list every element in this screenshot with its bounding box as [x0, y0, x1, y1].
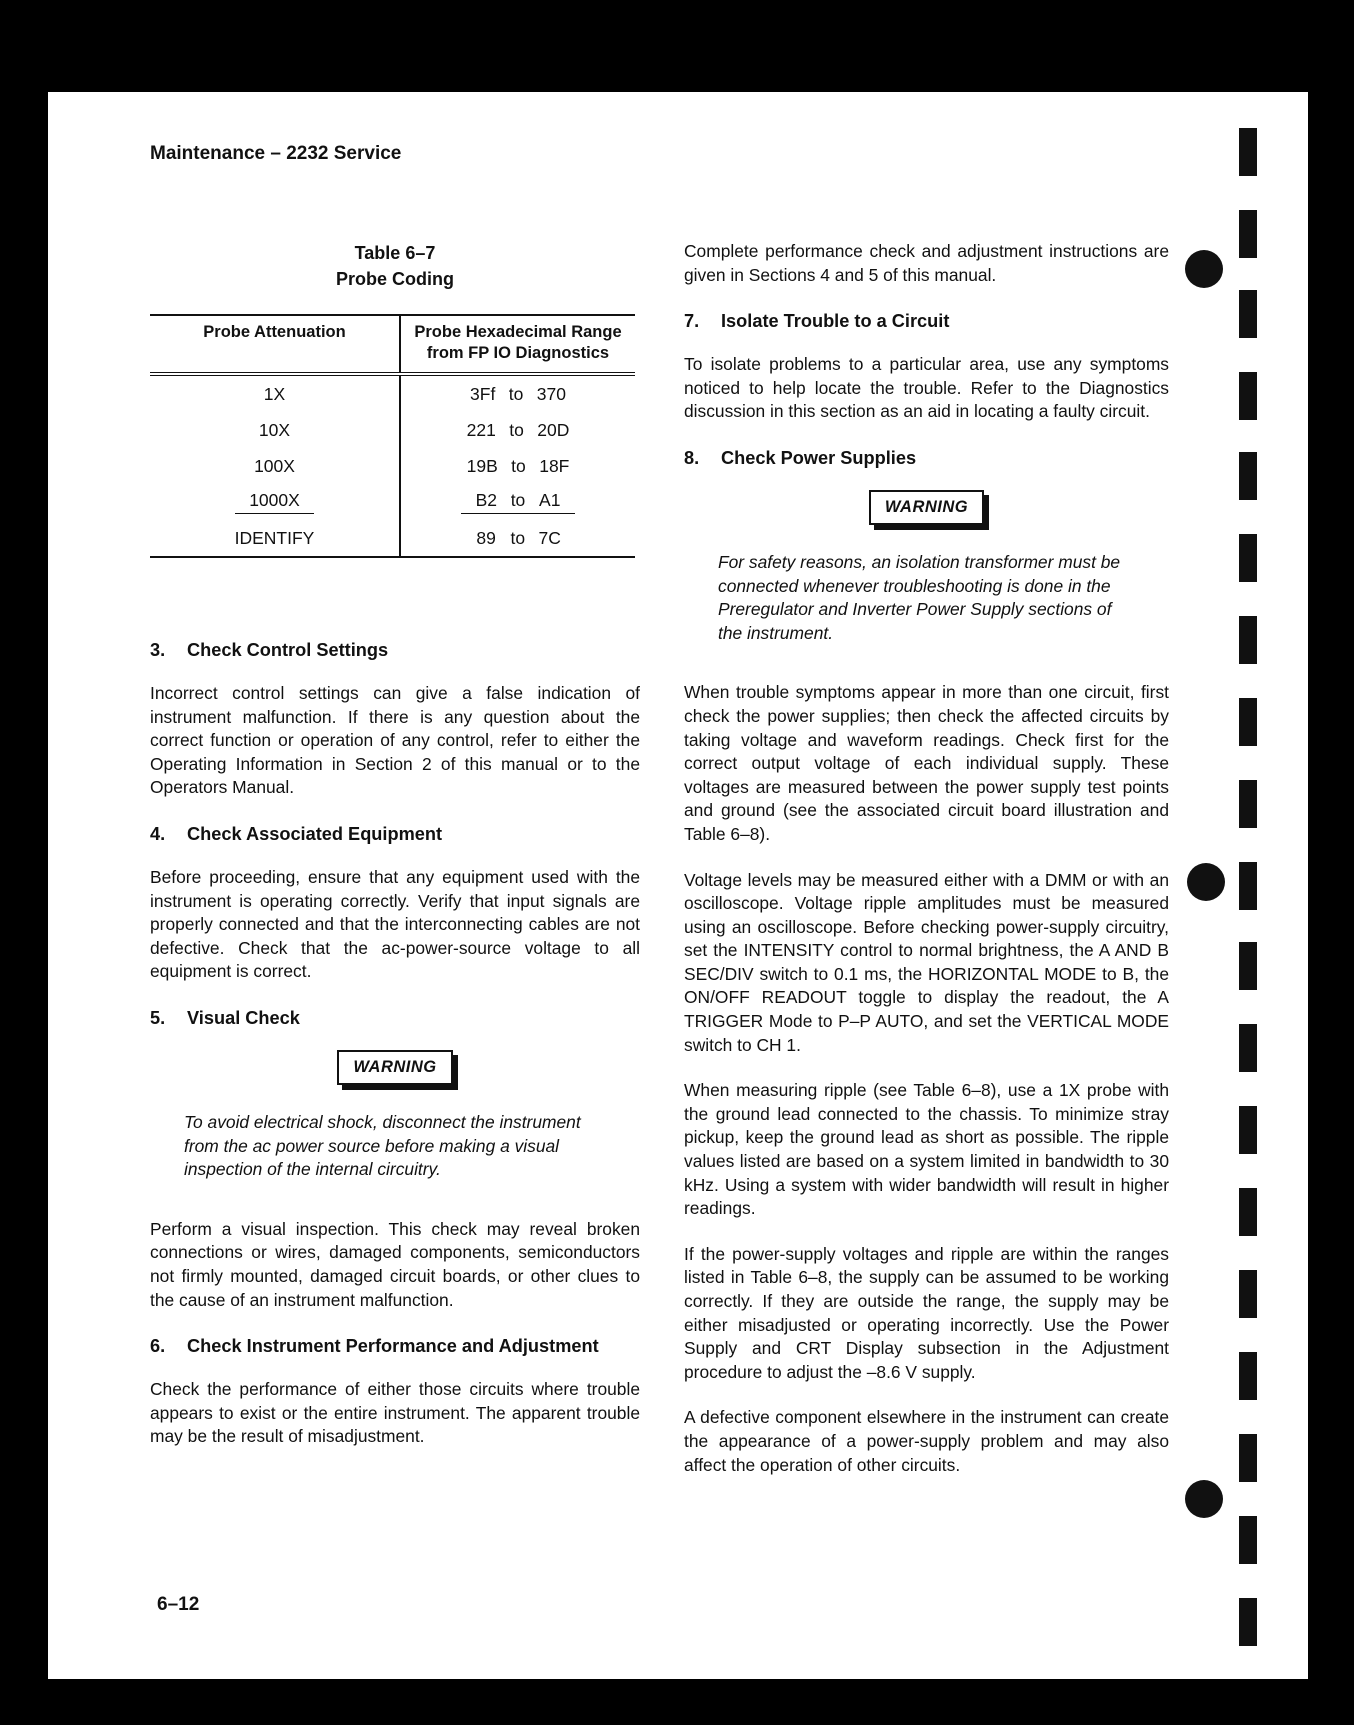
binding-mark [1239, 372, 1257, 420]
table-caption [150, 240, 640, 292]
right-column [684, 240, 1169, 1499]
power-supply-paragraph-3: When measuring ripple (see Table 6–8), use a 1X probe with the ground lead connected to the chassis. To minimize stray pickup, keep the ground lead as short as possible. The ripple values listed are based on a system limited in bandwidth to 30 kHz. Using a system with wider bandwidth will result in higher readings. [684, 1080, 1169, 1219]
binding-mark [1239, 1188, 1257, 1236]
table-number: Table 6–7 [354, 243, 436, 263]
hex-to-word: to [508, 383, 524, 404]
section-title: Check Power Supplies [721, 447, 917, 468]
section-number: 8. [684, 447, 700, 468]
table-row [150, 484, 635, 520]
binding-mark [1239, 1434, 1257, 1482]
intro-paragraph: Complete performance check and adjustment instructions are given in Sections 4 and 5 of this manual. [684, 241, 1169, 285]
column-header-hex-range: Probe Hexadecimal Range from FP IO Diagnostics [400, 315, 635, 374]
attenuation-cell [150, 484, 400, 520]
section-number: 3. [150, 640, 166, 660]
table-row [150, 412, 635, 448]
binding-mark [1239, 1598, 1257, 1646]
binding-mark [1239, 1024, 1257, 1072]
section-3-text: Incorrect control settings can give a false indication of instrument malfunction. If there is any question about the correct function or operation of any control, refer to either the Operating Information in Section 2 of this manual or to the Operators Manual. [150, 683, 640, 798]
hex-to-word: to [510, 490, 526, 510]
section-title: Check Control Settings [187, 640, 389, 660]
attenuation-cell: IDENTIFY [150, 520, 400, 557]
binding-mark [1239, 1270, 1257, 1318]
column-header-attenuation: Probe Attenuation [150, 315, 400, 374]
table-row [150, 520, 635, 557]
section-8-heading [684, 446, 1169, 470]
hex-range-cell [400, 520, 635, 557]
hex-range-cell [400, 484, 635, 520]
section-7-text: To isolate problems to a particular area, use any symptoms noticed to help locate the trouble. Refer to the Diagnostics discussion in this section as an aid in locating a faulty circuit. [684, 354, 1169, 422]
section-5-heading [150, 1006, 640, 1030]
table-title: Probe Coding [336, 269, 454, 289]
hex-to-word: to [509, 419, 524, 440]
warning-label: WARNING [869, 490, 984, 525]
hex-to-word: to [511, 455, 526, 476]
page-number: 6–12 [157, 1594, 200, 1615]
warning-box-wrap [684, 490, 1169, 525]
binding-mark [1239, 616, 1257, 664]
section-6-text: Check the performance of either those circuits where trouble appears to exist or the entire instrument. The apparent trouble may be the result of misadjustment. [150, 1379, 640, 1447]
section-6-heading [150, 1334, 640, 1358]
section-5-warning-text: To avoid electrical shock, disconnect the instrument from the ac power source before making a visual inspection of the internal circuitry. [184, 1111, 581, 1180]
binding-mark [1239, 780, 1257, 828]
binding-mark [1239, 1516, 1257, 1564]
hex-range-underlined [461, 490, 574, 514]
section-title: Check Instrument Performance and Adjustment [187, 1336, 599, 1357]
binding-mark [1239, 1352, 1257, 1400]
hex-end: 20D [537, 419, 570, 440]
hex-from: 3Ff [470, 383, 496, 404]
section-title: Visual Check [187, 1007, 300, 1028]
hex-end: 370 [536, 383, 566, 404]
attenuation-cell: 10X [150, 412, 400, 448]
section-7-heading [684, 309, 1169, 333]
binding-mark [1239, 862, 1257, 910]
hex-range-cell [400, 374, 635, 412]
section-number: 5. [150, 1007, 166, 1028]
table-row [150, 448, 635, 484]
left-column [150, 240, 640, 1471]
hex-to-word: to [510, 527, 526, 548]
hex-end: 18F [539, 455, 570, 476]
section-number: 7. [684, 311, 700, 332]
power-supply-paragraph-1: When trouble symptoms appear in more than one circuit, first check the power supplies; then check the affected circuits by taking voltage and waveform readings. Check first for the correct output voltage of each individual supply. These voltages are measured between the power supply test points and ground (see the associated circuit board illustration and Table 6–8). [684, 682, 1169, 844]
hex-range-cell [400, 412, 635, 448]
section-4-text: Before proceeding, ensure that any equipment used with the instrument is operating correctly. Verify that input signals are properly connected and that the interconnecting cables are not defective. Check that the ac-power-source voltage to all equipment is correct. [150, 866, 640, 982]
revision-dot [1185, 1480, 1223, 1518]
section-number: 4. [150, 823, 166, 844]
binding-mark [1239, 698, 1257, 746]
section-title: Check Associated Equipment [187, 823, 443, 844]
hex-from: 221 [466, 419, 496, 440]
attenuation-value: 1000X [235, 490, 314, 514]
revision-dot [1185, 250, 1223, 288]
attenuation-cell: 100X [150, 448, 400, 484]
attenuation-cell: 1X [150, 374, 400, 412]
binding-marks [1239, 0, 1263, 1725]
revision-dot [1187, 863, 1225, 901]
power-supply-paragraph-5: A defective component elsewhere in the instrument can create the appearance of a power-supply problem and may also affect the operation of other circuits. [684, 1407, 1169, 1475]
hex-from: 19B [466, 455, 498, 476]
section-title: Isolate Trouble to a Circuit [721, 311, 950, 332]
hex-range-cell [400, 448, 635, 484]
hex-end: A1 [539, 490, 561, 510]
hex-end: 7C [538, 527, 561, 548]
hex-from: B2 [475, 490, 497, 510]
power-supply-paragraph-2: Voltage levels may be measured either with a DMM or with an oscilloscope. Voltage ripple amplitudes must be measured using an oscilloscope. Before checking power-supply circuitry, set the INTENSITY control to normal brightness, the A AND B SEC/DIV switch to 0.1 ms, the HORIZONTAL MODE to B, the ON/OFF READOUT toggle to display the readout, the A TRIGGER Mode to P–P AUTO, and set the VERTICAL MODE switch to CH 1. [684, 869, 1169, 1055]
section-4-heading [150, 822, 640, 846]
binding-mark [1239, 128, 1257, 176]
binding-mark [1239, 942, 1257, 990]
section-3-heading [150, 638, 640, 662]
section-5-text: Perform a visual inspection. This check may reveal broken connections or wires, damaged components, semiconductors not firmly mounted, damaged circuit boards, or other clues to the cause of an instrument malfunction. [150, 1218, 640, 1310]
binding-mark [1239, 452, 1257, 500]
table-row [150, 374, 635, 412]
warning-box-wrap [150, 1050, 640, 1085]
binding-mark [1239, 210, 1257, 258]
warning-label: WARNING [337, 1050, 452, 1085]
section-8-warning-text: For safety reasons, an isolation transformer must be connected whenever troubleshooting is done in the Preregulator and Inverter Power Supply sections of the instrument. [718, 551, 1121, 643]
hex-from: 89 [476, 527, 496, 548]
binding-mark [1239, 290, 1257, 338]
binding-mark [1239, 1106, 1257, 1154]
power-supply-paragraph-4: If the power-supply voltages and ripple are within the ranges listed in Table 6–8, the supply can be assumed to be working correctly. If they are outside the range, the supply may be either misadjusted or operating incorrectly. Use the Power Supply and CRT Display subsection in the Adjustment procedure to adjust the –8.6 V supply. [684, 1243, 1169, 1382]
section-number: 6. [150, 1336, 166, 1357]
running-header: Maintenance – 2232 Service [150, 143, 402, 164]
binding-mark [1239, 534, 1257, 582]
probe-coding-table [150, 314, 635, 558]
